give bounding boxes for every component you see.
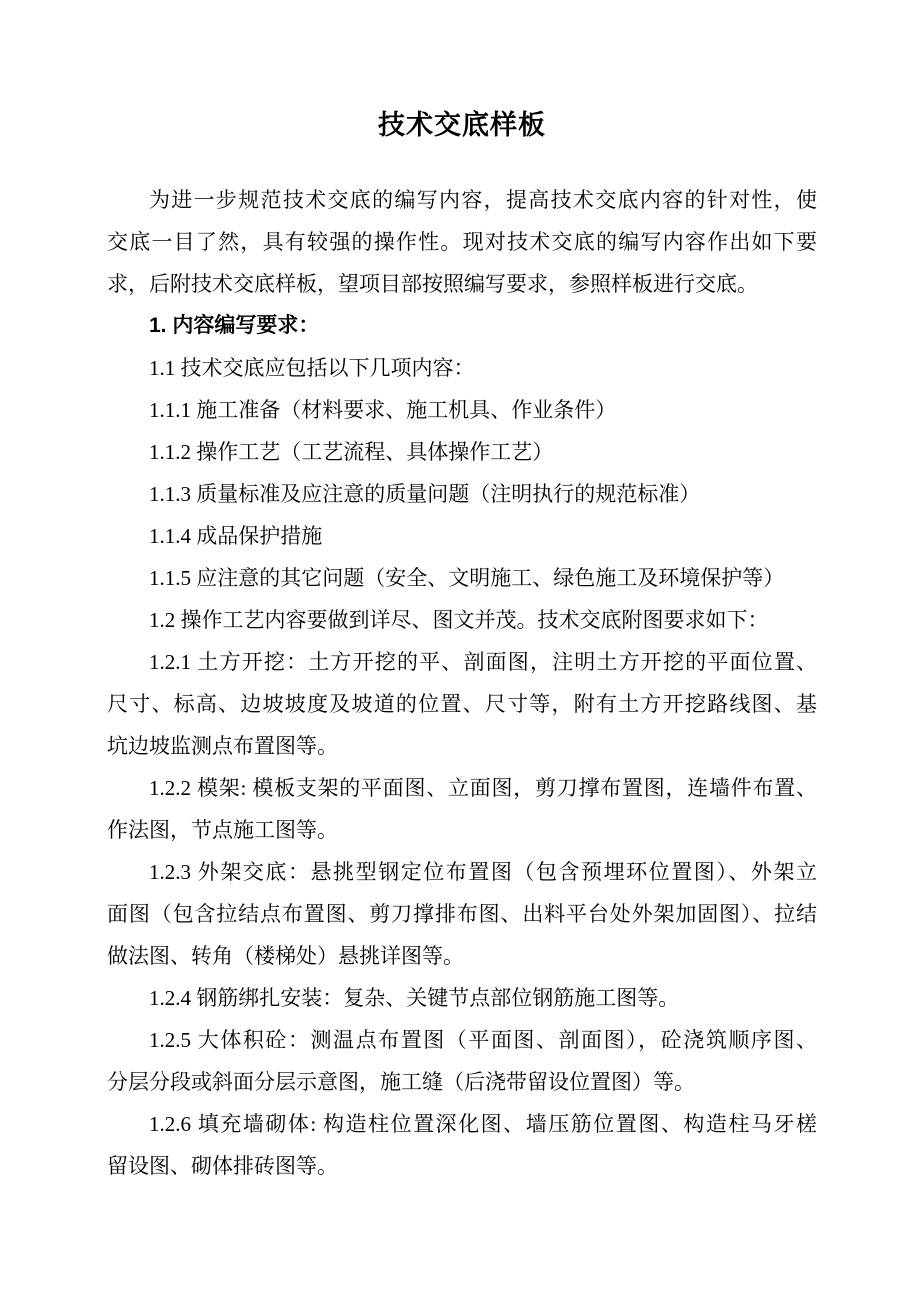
item-1-2-4: 1.2.4 钢筋绑扎安装：复杂、关键节点部位钢筋施工图等。 (149, 986, 680, 1010)
item-1-1-1: 1.1.1 施工准备（材料要求、施工机具、作业条件） (149, 398, 617, 422)
item-1-1-3: 1.1.3 质量标准及应注意的质量问题（注明执行的规范标准） (149, 482, 701, 506)
section-1-heading: 1. 内容编写要求： (149, 314, 320, 337)
item-1-2-1-line-3: 坑边坡监测点布置图等。 (107, 734, 338, 758)
item-1-2-6-line-2: 留设图、砌体排砖图等。 (107, 1154, 338, 1178)
item-1-2-1-line-1: 1.2.1 土方开挖：土方开挖的平、剖面图，注明土方开挖的平面位置、 (149, 650, 817, 674)
item-1-2-5-line-2: 分层分段或斜面分层示意图，施工缝（后浇带留设位置图）等。 (107, 1070, 695, 1094)
intro-paragraph-line-3: 求，后附技术交底样板，望项目部按照编写要求，参照样板进行交底。 (107, 272, 758, 296)
item-1-2-3-line-1: 1.2.3 外架交底：悬挑型钢定位布置图（包含预埋环位置图）、外架立 (149, 860, 817, 884)
item-1-2-3-line-2: 面图（包含拉结点布置图、剪刀撑排布图、出料平台处外架加固图）、拉结 (107, 902, 817, 926)
intro-paragraph-line-1: 为进一步规范技术交底的编写内容，提高技术交底内容的针对性，使 (149, 188, 817, 212)
item-1-1-5: 1.1.5 应注意的其它问题（安全、文明施工、绿色施工及环境保护等） (149, 566, 785, 590)
item-1-1-2: 1.1.2 操作工艺（工艺流程、具体操作工艺） (149, 440, 554, 464)
intro-paragraph-line-2: 交底一目了然，具有较强的操作性。现对技术交底的编写内容作出如下要 (107, 230, 817, 254)
document-title: 技术交底样板 (378, 110, 546, 140)
item-1-2-3-line-3: 做法图、转角（楼梯处）悬挑详图等。 (107, 944, 464, 968)
item-1-1: 1.1 技术交底应包括以下几项内容： (149, 356, 475, 380)
item-1-2-6-line-1: 1.2.6 填充墙砌体: 构造柱位置深化图、墙压筋位置图、构造柱马牙槎 (149, 1112, 817, 1136)
item-1-2-2-line-2: 作法图，节点施工图等。 (107, 818, 338, 842)
item-1-2-2-line-1: 1.2.2 模架: 模板支架的平面图、立面图，剪刀撑布置图，连墙件布置、 (149, 776, 817, 800)
item-1-1-4: 1.1.4 成品保护措施 (149, 524, 323, 548)
item-1-2: 1.2 操作工艺内容要做到详尽、图文并茂。技术交底附图要求如下： (149, 608, 769, 632)
item-1-2-5-line-1: 1.2.5 大体积砼：测温点布置图（平面图、剖面图），砼浇筑顺序图、 (149, 1028, 817, 1052)
item-1-2-1-line-2: 尺寸、标高、边坡坡度及坡道的位置、尺寸等，附有土方开挖路线图、基 (107, 692, 817, 716)
